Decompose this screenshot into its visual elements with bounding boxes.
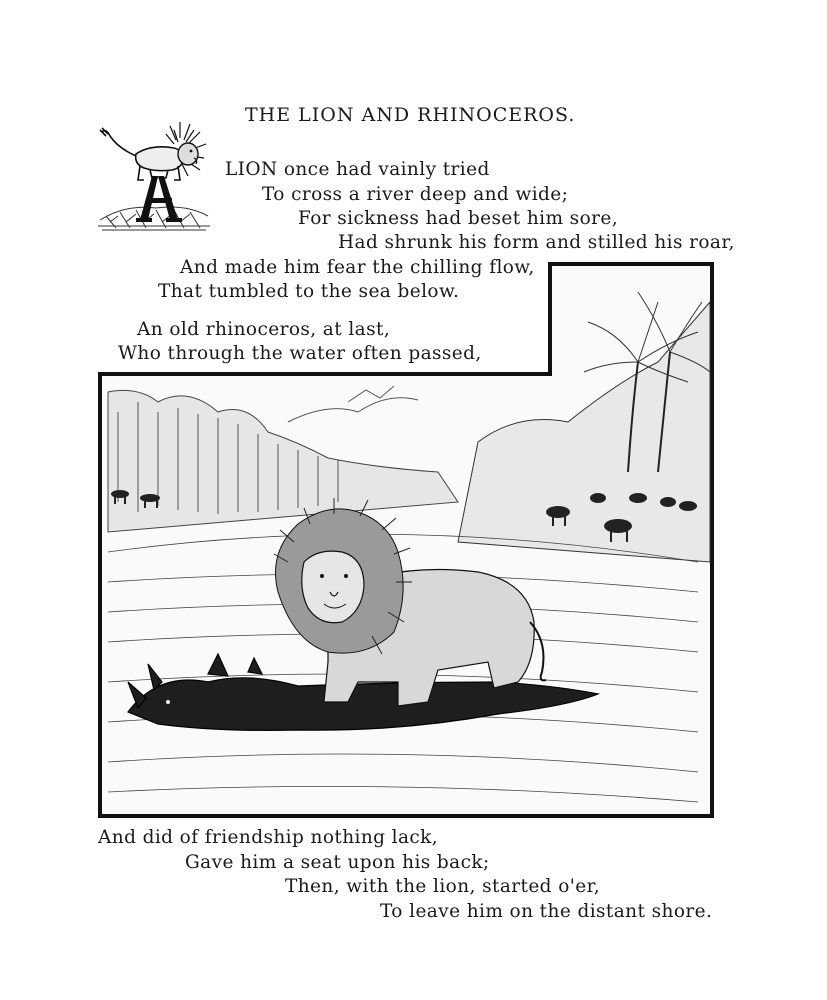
poem-line-12: To leave him on the distant shore. (380, 901, 713, 922)
poem-line-8: Who through the water often passed, (118, 343, 482, 364)
poem-line-3: For sickness had beset him sore, (298, 208, 618, 229)
poem-line-11: Then, with the lion, started o'er, (285, 876, 601, 897)
poem-line-4: Had shrunk his form and stilled his roar, (338, 232, 735, 253)
page-title: THE LION AND RHINOCEROS. (245, 104, 576, 126)
poem-line-7: An old rhinoceros, at last, (137, 319, 391, 340)
poem-line-6: That tumbled to the sea below. (158, 281, 460, 302)
drop-cap-lion-illustration (96, 108, 214, 234)
poem-line-2: To cross a river deep and wide; (262, 184, 569, 205)
poem-line-9: And did of friendship nothing lack, (98, 827, 439, 848)
poem-line-1: LION once had vainly tried (225, 159, 490, 180)
lion-rhinoceros-engraving (98, 262, 714, 818)
poem-line-5: And made him fear the chilling flow, (180, 257, 535, 278)
poem-line-10: Gave him a seat upon his back; (185, 852, 490, 873)
